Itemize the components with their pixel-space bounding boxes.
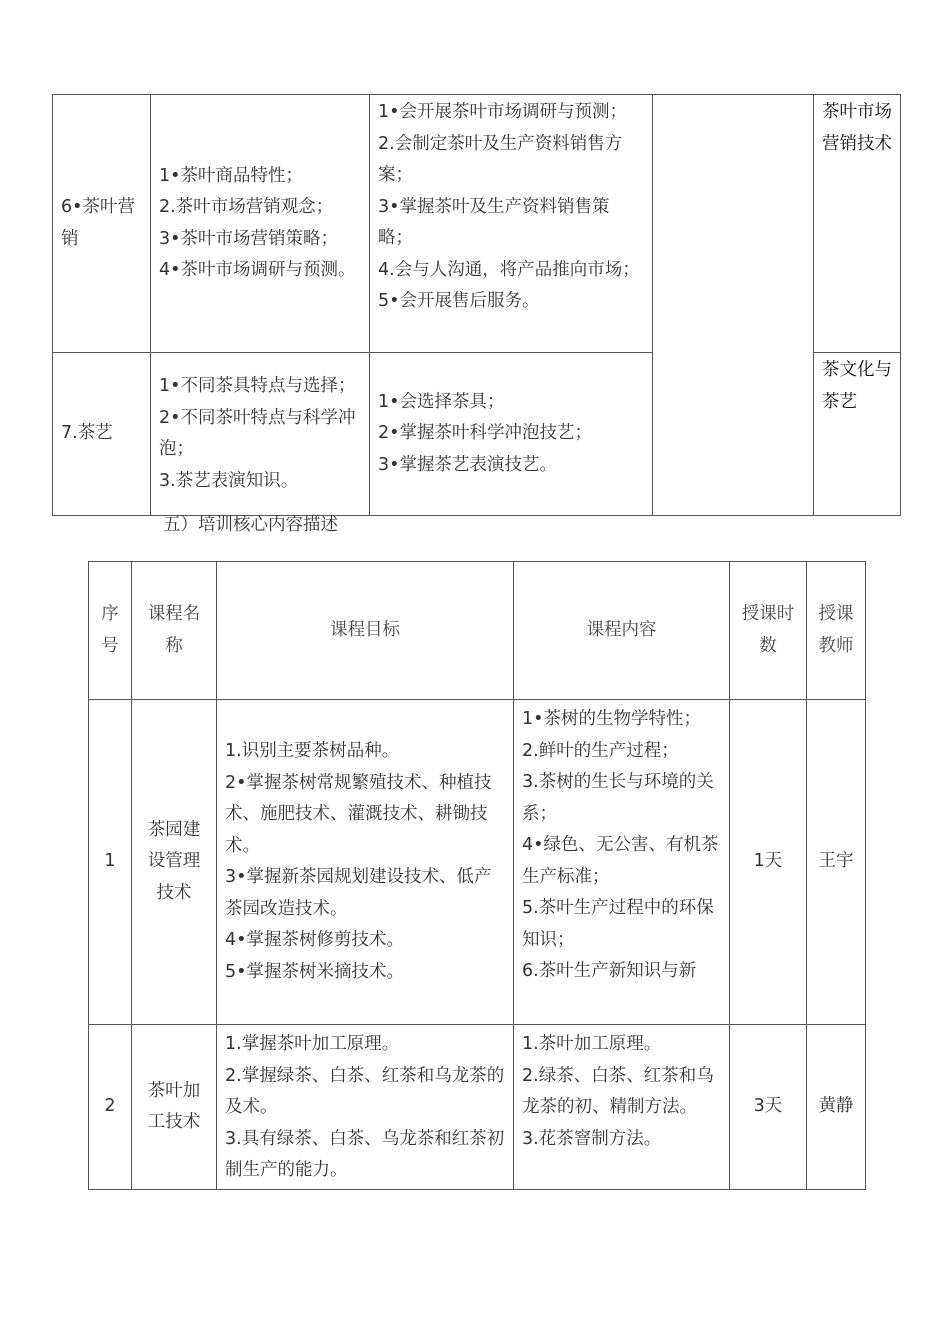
list-item: 4•掌握茶树修剪技术。 — [225, 930, 404, 950]
knowledge-cell — [151, 353, 370, 516]
header-no: 序号 — [89, 562, 132, 700]
list-item: 1•会开展茶叶市场调研与预测； — [378, 102, 627, 122]
table-row — [53, 95, 901, 353]
list-item: 3.茶艺表演知识。 — [159, 470, 299, 491]
list-item: 2.茶叶市场营销观念； — [159, 197, 334, 217]
header-goal: 课程目标 — [217, 562, 514, 700]
goals-cell — [217, 1025, 514, 1190]
course-teacher: 王宇 — [807, 700, 866, 1025]
knowledge-cell — [151, 95, 370, 353]
header-course-name: 课程名称 — [132, 562, 217, 700]
course-name: 茶叶市场营销技术 — [814, 95, 901, 353]
list-item: 1•茶叶商品特性； — [159, 165, 303, 186]
table-header-row — [89, 562, 866, 700]
list-item: 3.茶树的生长与环境的关系； — [522, 772, 714, 824]
row-number: 2 — [89, 1025, 132, 1190]
list-item: 4•绿色、无公害、有机茶生产标准； — [522, 835, 719, 887]
contents-cell — [514, 1025, 730, 1190]
course-name: 茶园建设管理技术 — [132, 700, 217, 1025]
table-row — [89, 1025, 866, 1190]
course-name: 茶文化与茶艺 — [814, 353, 901, 516]
list-item: 1•会选择茶具； — [378, 391, 505, 412]
contents-cell — [514, 700, 730, 1025]
skills-cell — [370, 353, 653, 516]
list-item: 5•会开展售后服务。 — [378, 291, 540, 311]
module-name: 6•茶叶营销 — [53, 95, 151, 353]
list-item: 1•不同茶具特点与选择； — [159, 376, 356, 396]
skills-cell — [370, 95, 653, 353]
training-module-table — [52, 94, 901, 516]
list-item: 2.绿茶、白茶、红茶和乌龙茶的初、精制方法。 — [522, 1065, 714, 1117]
blank-cell — [653, 95, 814, 516]
list-item: 2.掌握绿茶、白茶、红茶和乌龙茶的及术。 — [225, 1065, 505, 1117]
list-item: 1•茶树的生物学特性； — [522, 709, 701, 729]
list-item: 3•掌握茶叶及生产资料销售策略； — [378, 196, 610, 248]
list-item: 4•茶叶市场调研与预测。 — [159, 260, 356, 280]
section-title: 五）培训核心内容描述 — [163, 515, 338, 535]
list-item: 5.茶叶生产过程中的环保知识； — [522, 898, 714, 950]
list-item: 2•掌握茶树常规繁殖技术、种植技术、施肥技术、灌溉技术、耕锄技术。 — [225, 772, 492, 856]
list-item: 1.识别主要茶树品种。 — [225, 741, 400, 761]
header-hours: 授课时数 — [730, 562, 807, 700]
contents-clip — [522, 704, 721, 1016]
course-name: 茶叶加工技术 — [132, 1025, 217, 1190]
course-teacher: 黄静 — [807, 1025, 866, 1190]
list-item: 2.鲜叶的生产过程； — [522, 740, 679, 761]
list-item: 1.掌握茶叶加工原理。 — [225, 1034, 400, 1054]
list-item: 3.花茶窨制方法。 — [522, 1128, 662, 1149]
course-hours: 1天 — [730, 700, 807, 1025]
header-content: 课程内容 — [514, 562, 730, 700]
list-item: 2•不同茶叶特点与科学冲泡； — [159, 407, 356, 459]
list-item: 3•掌握新茶园规划建设技术、低产茶园改造技术。 — [225, 867, 492, 919]
goals-clip — [225, 1029, 505, 1181]
row-number: 1 — [89, 700, 132, 1025]
list-item: 1.茶叶加工原理。 — [522, 1034, 662, 1054]
course-hours: 3天 — [730, 1025, 807, 1190]
list-item: 3.具有绿茶、白茶、乌龙茶和红茶初制生产的能力。 — [225, 1128, 505, 1180]
list-item: 2.会制定茶叶及生产资料销售方案； — [378, 133, 623, 185]
list-item: 5•掌握茶树米摘技术。 — [225, 961, 404, 982]
course-content-table — [88, 561, 866, 1190]
list-item: 2•掌握茶叶科学冲泡技艺； — [378, 423, 592, 444]
table-row — [89, 700, 866, 1025]
list-item: 4.会与人沟通，将产品推向市场； — [378, 259, 640, 280]
module-name: 7.茶艺 — [53, 353, 151, 516]
list-item: 6.茶叶生产新知识与新 — [522, 961, 697, 981]
goals-cell — [217, 700, 514, 1025]
contents-clip — [522, 1029, 721, 1181]
list-item: 3•掌握茶艺表演技艺。 — [378, 454, 557, 475]
list-item: 3•茶叶市场营销策略； — [159, 228, 338, 249]
header-teacher: 授课教师 — [807, 562, 866, 700]
